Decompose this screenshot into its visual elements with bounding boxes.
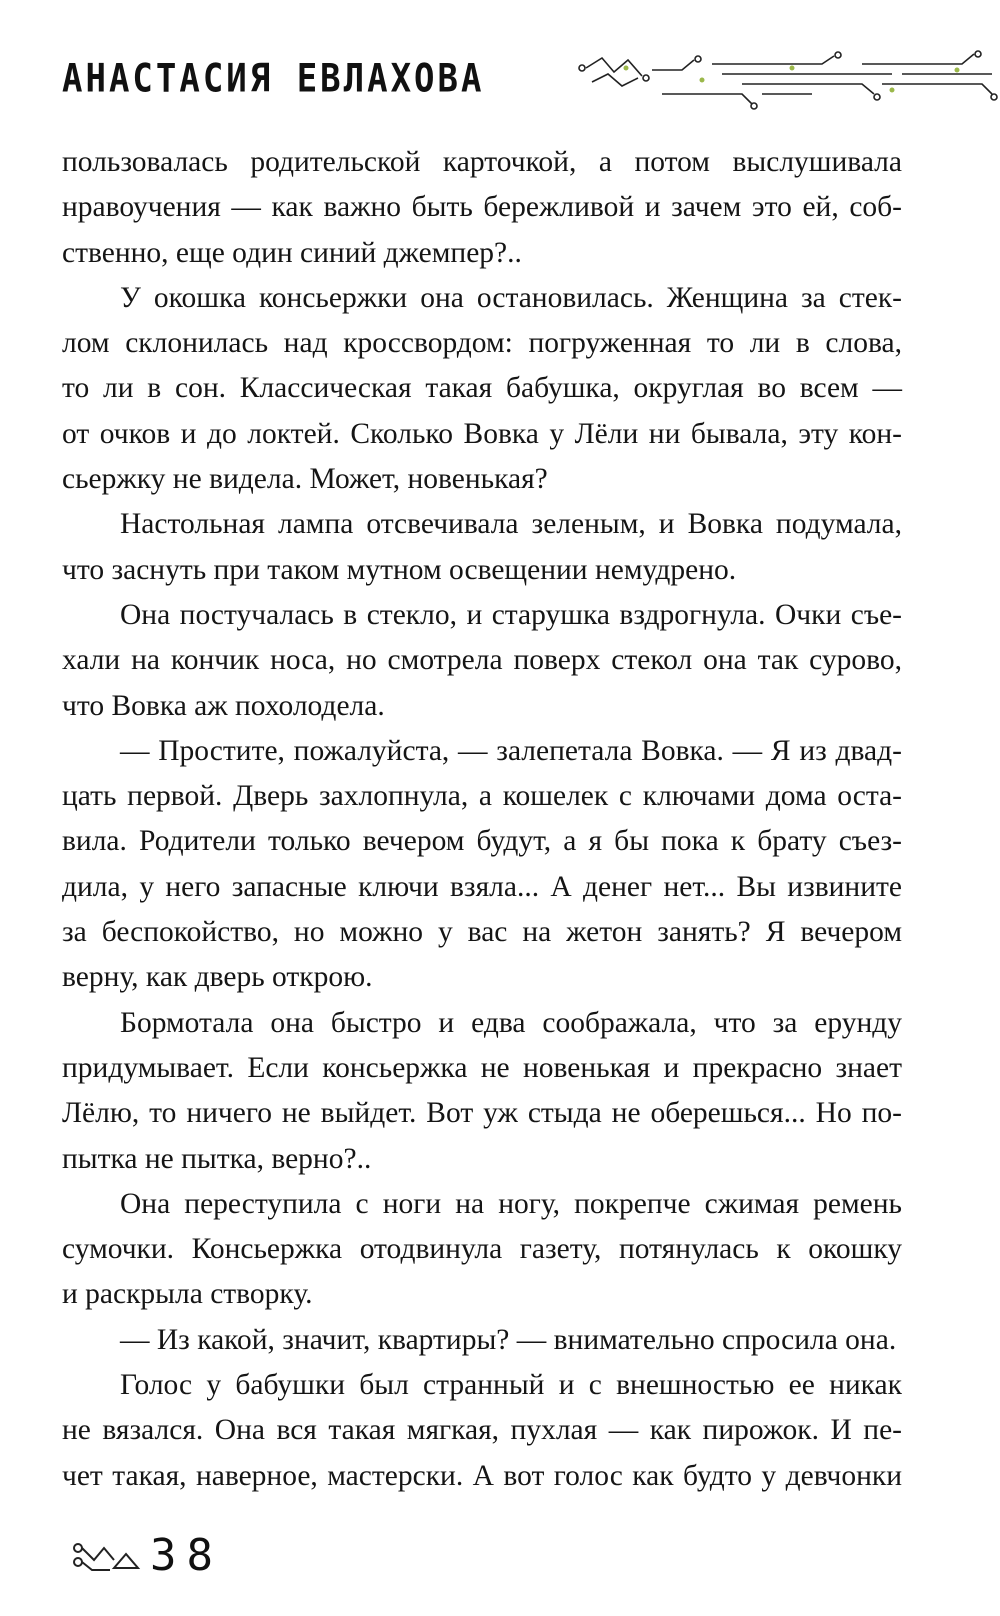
text-line: дила, у него запасные ключи взяла... А денег нет... Вы извините bbox=[62, 870, 902, 903]
text-line: и раскрыла створку. bbox=[62, 1278, 313, 1311]
text-line: пытка не пытка, верно?.. bbox=[62, 1142, 372, 1175]
text-line: от очков и до локтей. Сколько Вовка у Лёли ни бывала, эту кон- bbox=[62, 417, 902, 450]
text-line: за беспокойство, но можно у вас на жетон занять? Я вечером bbox=[62, 916, 902, 949]
text-line: Настольная лампа отсвечивала зеленым, и Вовка подумала, bbox=[120, 508, 902, 541]
page-number: 38 bbox=[150, 1530, 223, 1581]
text-line: сьержку не видела. Может, новенькая? bbox=[62, 463, 548, 496]
body-text bbox=[62, 140, 902, 1499]
text-line: — Из какой, значит, квартиры? — внимательно спросила она. bbox=[120, 1323, 897, 1356]
circuit-ornament-icon bbox=[70, 1538, 142, 1574]
text-line: Голос у бабушки был странный и с внешностью ее никак bbox=[120, 1369, 902, 1402]
text-line: не вязался. Она вся такая мягкая, пухлая — как пирожок. И пе- bbox=[62, 1414, 902, 1447]
text-line: нравоучения — как важно быть бережливой и зачем это ей, соб- bbox=[62, 191, 902, 224]
author-name: АНАСТАСИЯ ЕВЛАХОВА bbox=[62, 56, 485, 102]
text-line: цать первой. Дверь захлопнула, а кошелек с ключами дома оста- bbox=[62, 780, 902, 813]
text-line: чет такая, наверное, мастерски. А вот голос как будто у девчонки bbox=[62, 1459, 902, 1492]
page-footer bbox=[70, 1530, 270, 1580]
text-line: что заснуть при таком мутном освещении немудрено. bbox=[62, 553, 737, 586]
text-line: верну, как дверь открою. bbox=[62, 961, 373, 994]
circuit-ornament-icon bbox=[562, 50, 1000, 112]
text-line: что Вовка аж похолодела. bbox=[62, 689, 385, 722]
text-line: пользовалась родительской карточкой, а потом выслушивала bbox=[62, 146, 902, 178]
text-line: лом склонилась над кроссвордом: погруженная то ли в слова, bbox=[62, 327, 902, 360]
text-line: сумочки. Консьержка отодвинула газету, потянулась к окошку bbox=[62, 1233, 902, 1266]
text-line: У окошка консьержки она остановилась. Женщина за стек- bbox=[120, 281, 902, 314]
text-line: Она переступила с ноги на ногу, покрепче сжимая ремень bbox=[120, 1187, 902, 1220]
text-line: Бормотала она быстро и едва соображала, что за ерунду bbox=[120, 1006, 902, 1039]
text-line: придумывает. Если консьержка не новенькая и прекрасно знает bbox=[62, 1051, 902, 1084]
text-line: хали на кончик носа, но смотрела поверх стекол она так сурово, bbox=[62, 644, 902, 677]
running-header bbox=[62, 50, 942, 110]
text-line: вила. Родители только вечером будут, а я бы пока к брату съез- bbox=[62, 825, 902, 858]
text-line: ственно, еще один синий джемпер?.. bbox=[62, 236, 522, 269]
text-line: — Простите, пожалуйста, — залепетала Вовка. — Я из двад- bbox=[120, 734, 902, 767]
text-line: Лёлю, то ничего не выйдет. Вот уж стыда не оберешься... Но по- bbox=[62, 1097, 902, 1130]
text-line: Она постучалась в стекло, и старушка вздрогнула. Очки съе- bbox=[120, 598, 902, 631]
text-line: то ли в сон. Классическая такая бабушка, округлая во всем — bbox=[62, 372, 902, 405]
